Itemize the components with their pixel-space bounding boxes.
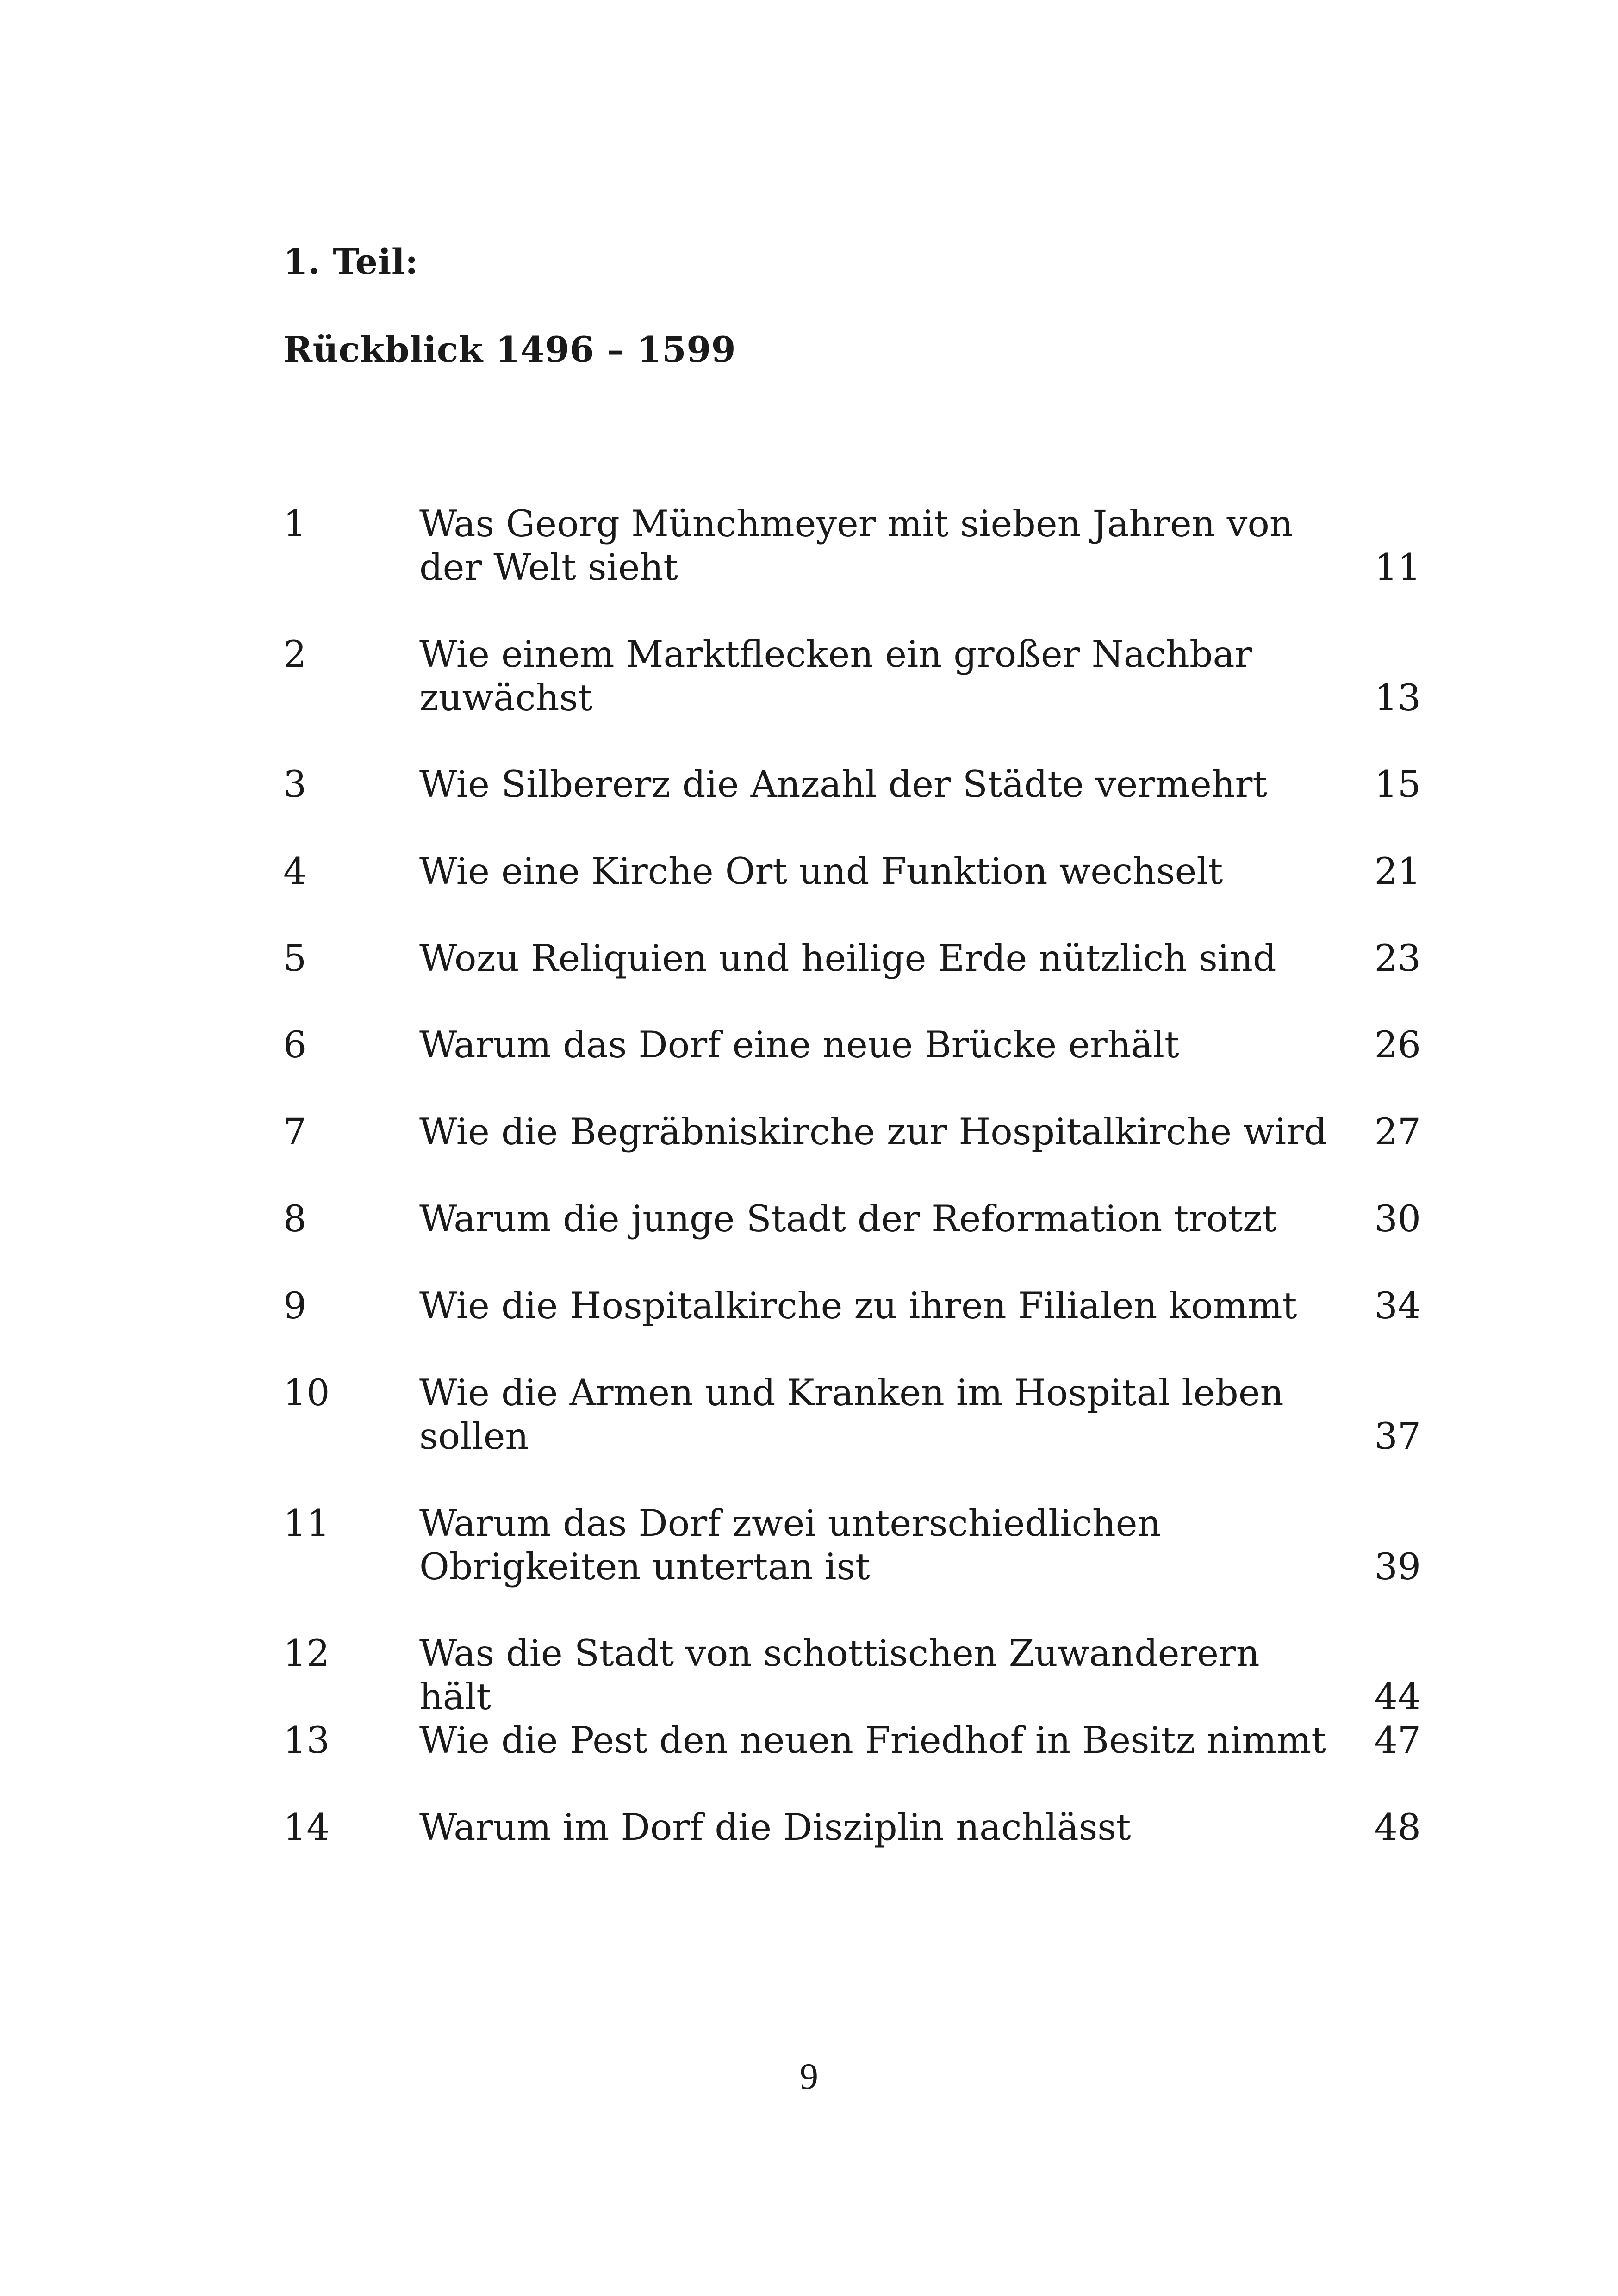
toc-entry-number: 3 (283, 763, 307, 806)
page-number: 9 (800, 2056, 818, 2097)
toc-entry-number: 6 (283, 1024, 307, 1066)
toc-entry-number: 9 (283, 1285, 307, 1327)
toc-entry-page: 26 (1374, 1024, 1421, 1066)
toc-entry-number: 7 (283, 1111, 307, 1153)
toc-entry-page: 37 (1374, 1415, 1421, 1458)
toc-entry-number: 12 (283, 1632, 330, 1675)
toc-entry-title: Warum das Dorf eine neue Brücke erhält (419, 1024, 1179, 1066)
toc-entry-number: 5 (283, 937, 307, 980)
toc-entry-page: 47 (1374, 1719, 1421, 1762)
toc-entry-title: Warum das Dorf zwei unterschiedlichen Obrigkeiten untertan ist (419, 1502, 1161, 1588)
toc-entry-page: 11 (1374, 546, 1421, 589)
toc-entry-number: 4 (283, 850, 307, 893)
toc-entry-title: Wie die Armen und Kranken im Hospital leben sollen (419, 1371, 1284, 1458)
toc-entry-title: Wie die Hospitalkirche zu ihren Filialen kommt (419, 1285, 1297, 1327)
toc-entry-page: 30 (1374, 1198, 1421, 1240)
toc-entry-title: Wie Silbererz die Anzahl der Städte vermehrt (419, 763, 1268, 806)
toc-entry-title: Wie die Begräbniskirche zur Hospitalkirche wird (419, 1111, 1327, 1153)
toc-entry-page: 21 (1374, 850, 1421, 893)
toc-entry-page: 34 (1374, 1285, 1421, 1327)
toc-entry-page: 23 (1374, 937, 1421, 980)
toc-entry-title: Wozu Reliquien und heilige Erde nützlich sind (419, 937, 1276, 980)
toc-entry-page: 27 (1374, 1111, 1421, 1153)
toc-entry-page: 13 (1374, 676, 1421, 719)
toc-entry-number: 2 (283, 633, 307, 676)
toc-entry-page: 48 (1374, 1806, 1421, 1849)
part-label: 1. Teil: (283, 241, 418, 282)
toc-entry-title: Wie eine Kirche Ort und Funktion wechselt (419, 850, 1223, 893)
toc-entry-number: 11 (283, 1502, 330, 1545)
toc-entry-title: Warum im Dorf die Disziplin nachlässt (419, 1806, 1131, 1849)
toc-entry-number: 13 (283, 1719, 330, 1762)
toc-entry-page: 15 (1374, 763, 1421, 806)
toc-entry-title: Was die Stadt von schottischen Zuwanderern hält (419, 1632, 1260, 1718)
toc-entry-number: 10 (283, 1371, 330, 1414)
toc-entry-title: Wie die Pest den neuen Friedhof in Besitz nimmt (419, 1719, 1326, 1762)
toc-entry-page: 44 (1374, 1675, 1421, 1718)
part-title: Rückblick 1496 – 1599 (283, 329, 736, 370)
toc-entry-number: 1 (283, 503, 307, 545)
toc-entry-title: Wie einem Marktflecken ein großer Nachbar zuwächst (419, 633, 1252, 719)
toc-entry-title: Warum die junge Stadt der Reformation trotzt (419, 1198, 1277, 1240)
toc-entry-page: 39 (1374, 1545, 1421, 1588)
toc-entry-number: 14 (283, 1806, 330, 1849)
toc-entry-title: Was Georg Münchmeyer mit sieben Jahren von der Welt sieht (419, 503, 1293, 589)
toc-entry-number: 8 (283, 1198, 307, 1240)
